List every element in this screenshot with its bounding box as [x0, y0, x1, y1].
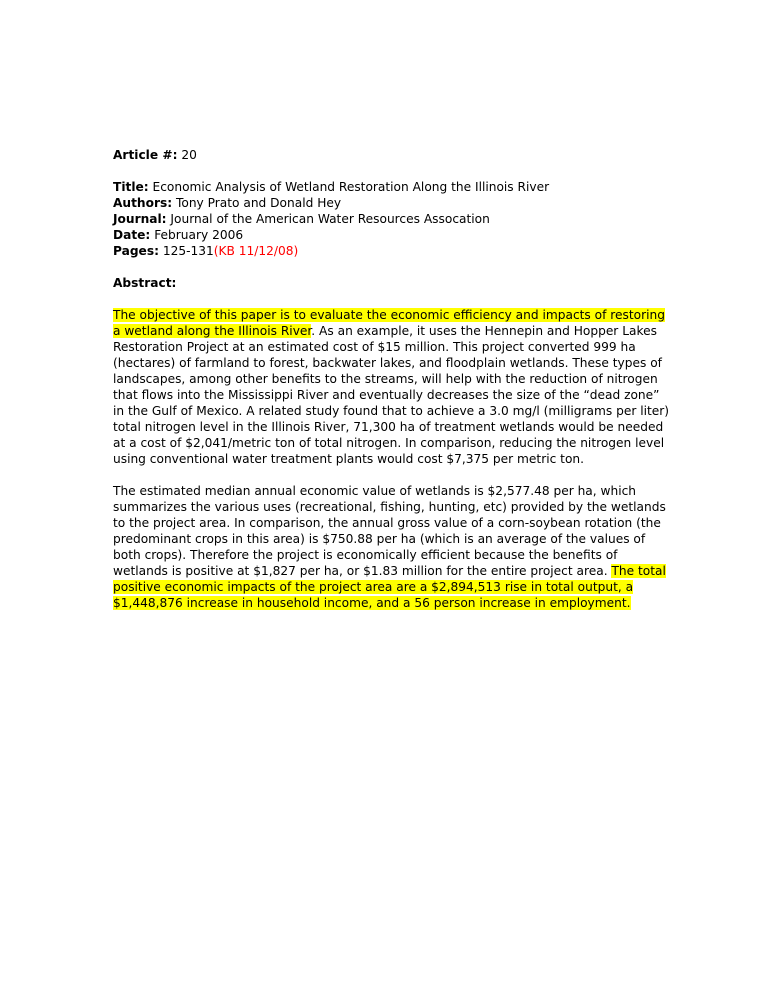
spacer — [113, 259, 673, 275]
title-label: Title: — [113, 180, 149, 194]
title-value: Economic Analysis of Wetland Restoration Along the Illinois River — [152, 180, 550, 194]
authors-value: Tony Prato and Donald Hey — [176, 196, 342, 210]
paragraph-2-text: The estimated median annual economic value of wetlands is $2,577.48 per ha, which summarizes the various uses (recreational, fishing, hunting, etc) provided by the wetlands to the project area. In comparison, the annual gross value of a corn-soybean rotation (the predominant crops in this area) is $750.88 per ha (which is an average of the values of both crops). Therefore the project is economically efficient because the benefits of wetlands is positive at $1,827 per ha, or $1.83 million for the entire project area. — [113, 484, 666, 578]
journal-label: Journal: — [113, 212, 167, 226]
article-number-line — [113, 147, 673, 163]
abstract-heading: Abstract: — [113, 276, 177, 290]
spacer — [113, 467, 673, 483]
abstract-paragraph-1 — [113, 307, 673, 467]
date-label: Date: — [113, 228, 151, 242]
date-line — [113, 227, 673, 243]
highlighted-impacts: The total positive economic impacts of the project area are a $2,894,513 rise in total output, a $1,448,876 increase in household income, and a 56 person increase in employment. — [113, 564, 666, 610]
authors-label: Authors: — [113, 196, 173, 210]
abstract-paragraph-2 — [113, 483, 673, 611]
spacer — [113, 291, 673, 307]
title-line — [113, 179, 673, 195]
pages-value: 125-131 — [162, 244, 214, 258]
article-number-label: Article #: — [113, 148, 178, 162]
authors-line — [113, 195, 673, 211]
highlighted-objective: The objective of this paper is to evaluate the economic efficiency and impacts of restoring a wetland along the Illinois River — [113, 308, 665, 338]
journal-line — [113, 211, 673, 227]
spacer — [113, 163, 673, 179]
pages-line — [113, 243, 673, 259]
pages-label: Pages: — [113, 244, 159, 258]
article-summary — [113, 147, 673, 611]
journal-value: Journal of the American Water Resources Assocation — [170, 212, 490, 226]
date-value: February 2006 — [154, 228, 244, 242]
paragraph-1-text: . As an example, it uses the Hennepin and Hopper Lakes Restoration Project at an estimated cost of $15 million. This project converted 999 ha (hectares) of farmland to forest, backwater lakes, and floodplain wetlands. These types of landscapes, among other benefits to the streams, will help with the reduction of nitrogen that flows into the Mississippi River and eventually decreases the size of the “dead zone” in the Gulf of Mexico. A related study found that to achieve a 3.0 mg/l (milligrams per liter) total nitrogen level in the Illinois River, 71,300 ha of treatment wetlands would be needed at a cost of $2,041/metric ton of total nitrogen. In comparison, reducing the nitrogen level using conventional water treatment plants would cost $7,375 per metric ton. — [113, 324, 670, 466]
abstract-heading-line — [113, 275, 673, 291]
article-number-value: 20 — [181, 148, 197, 162]
reviewer-note: (KB 11/12/08) — [213, 244, 299, 258]
